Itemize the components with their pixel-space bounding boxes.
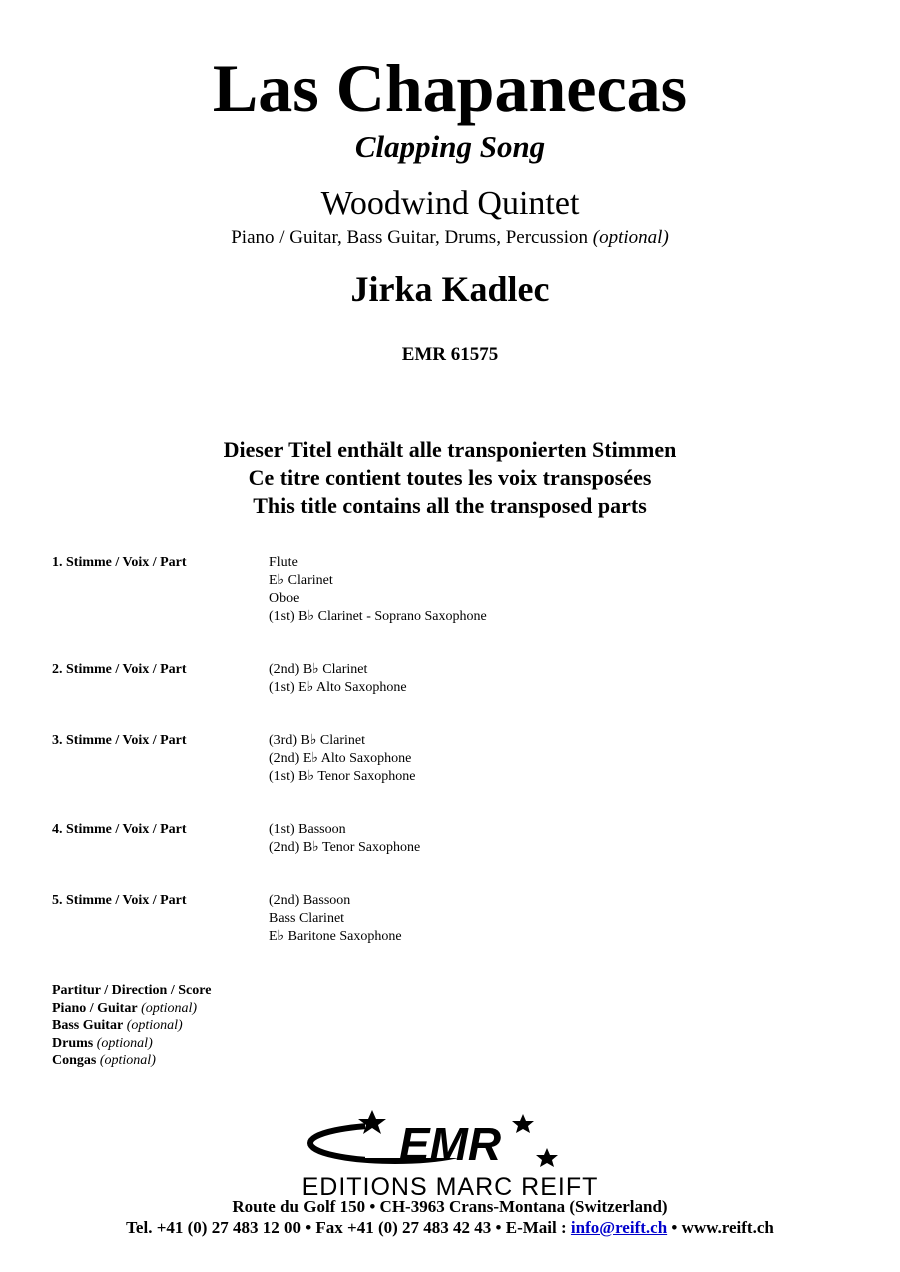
part-3-label: 3. Stimme / Voix / Part	[52, 733, 187, 748]
extra-item: Bass Guitar (optional)	[52, 1018, 183, 1033]
contact-suffix: • www.reift.ch	[667, 1218, 774, 1237]
publisher-contact	[0, 1217, 900, 1239]
catalog-number: EMR 61575	[401, 344, 499, 365]
instrumentation	[0, 226, 900, 250]
part-5-instruments	[269, 892, 402, 946]
part-4-instruments	[269, 821, 420, 857]
part-1-instruments	[269, 554, 487, 626]
instrument-item: E♭ Clarinet	[269, 573, 333, 588]
extra-item: Congas (optional)	[52, 1053, 156, 1068]
logo-star-icon	[536, 1148, 558, 1167]
notice-german: Dieser Titel enthält alle transponierten Stimmen	[223, 437, 677, 462]
instrumentation-text: Piano / Guitar, Bass Guitar, Drums, Percussion	[231, 227, 589, 248]
instrument-item: E♭ Baritone Saxophone	[269, 929, 402, 944]
logo-publisher-name: EDITIONS MARC REIFT	[301, 1173, 599, 1200]
publisher-address: Route du Golf 150 • CH-3963 Crans-Montana (Switzerland)	[232, 1197, 668, 1216]
email-link[interactable]: info@reift.ch	[570, 1218, 668, 1237]
instrument-item: (3rd) B♭ Clarinet	[269, 733, 366, 748]
ensemble: Woodwind Quintet	[320, 185, 580, 222]
part-2-label: 2. Stimme / Voix / Part	[52, 662, 187, 677]
extra-item: Drums (optional)	[52, 1035, 153, 1051]
instrumentation-note: (optional)	[592, 227, 669, 248]
instrument-item: (2nd) Bassoon	[269, 893, 351, 908]
piece-title: Las Chapanecas	[212, 50, 688, 126]
extra-parts	[52, 982, 211, 1070]
instrument-item: Bass Clarinet	[269, 911, 345, 926]
instrument-item: (1st) B♭ Tenor Saxophone	[269, 769, 416, 784]
instrument-item: (1st) Bassoon	[269, 822, 346, 837]
instrument-item: Oboe	[269, 591, 300, 606]
part-2-instruments	[269, 661, 407, 697]
notice-french: Ce titre contient toutes les voix transposées	[248, 465, 652, 490]
part-4-label: 4. Stimme / Voix / Part	[52, 822, 187, 837]
extra-item: Partitur / Direction / Score	[52, 983, 212, 998]
logo-emr-text: EMR	[398, 1118, 502, 1170]
instrument-item: (2nd) B♭ Tenor Saxophone	[269, 840, 421, 855]
composer: Jirka Kadlec	[350, 269, 550, 309]
piece-subtitle: Clapping Song	[354, 129, 546, 164]
publisher-logo	[245, 1108, 655, 1200]
instrument-item: (1st) E♭ Alto Saxophone	[269, 680, 407, 695]
instrument-item: (2nd) E♭ Alto Saxophone	[269, 751, 412, 766]
instrument-item: (1st) B♭ Clarinet - Soprano Saxophone	[269, 609, 487, 624]
extra-item: Piano / Guitar (optional)	[52, 1000, 198, 1016]
contact-prefix: Tel. +41 (0) 27 483 12 00 • Fax +41 (0) 27 483 42 43 • E-Mail :	[126, 1218, 571, 1237]
instrument-item: (2nd) B♭ Clarinet	[269, 662, 368, 677]
instrument-item: Flute	[269, 555, 298, 570]
part-3-instruments	[269, 732, 416, 786]
part-5-label: 5. Stimme / Voix / Part	[52, 893, 187, 908]
notice-english: This title contains all the transposed parts	[253, 493, 647, 518]
part-1-label: 1. Stimme / Voix / Part	[52, 555, 187, 570]
